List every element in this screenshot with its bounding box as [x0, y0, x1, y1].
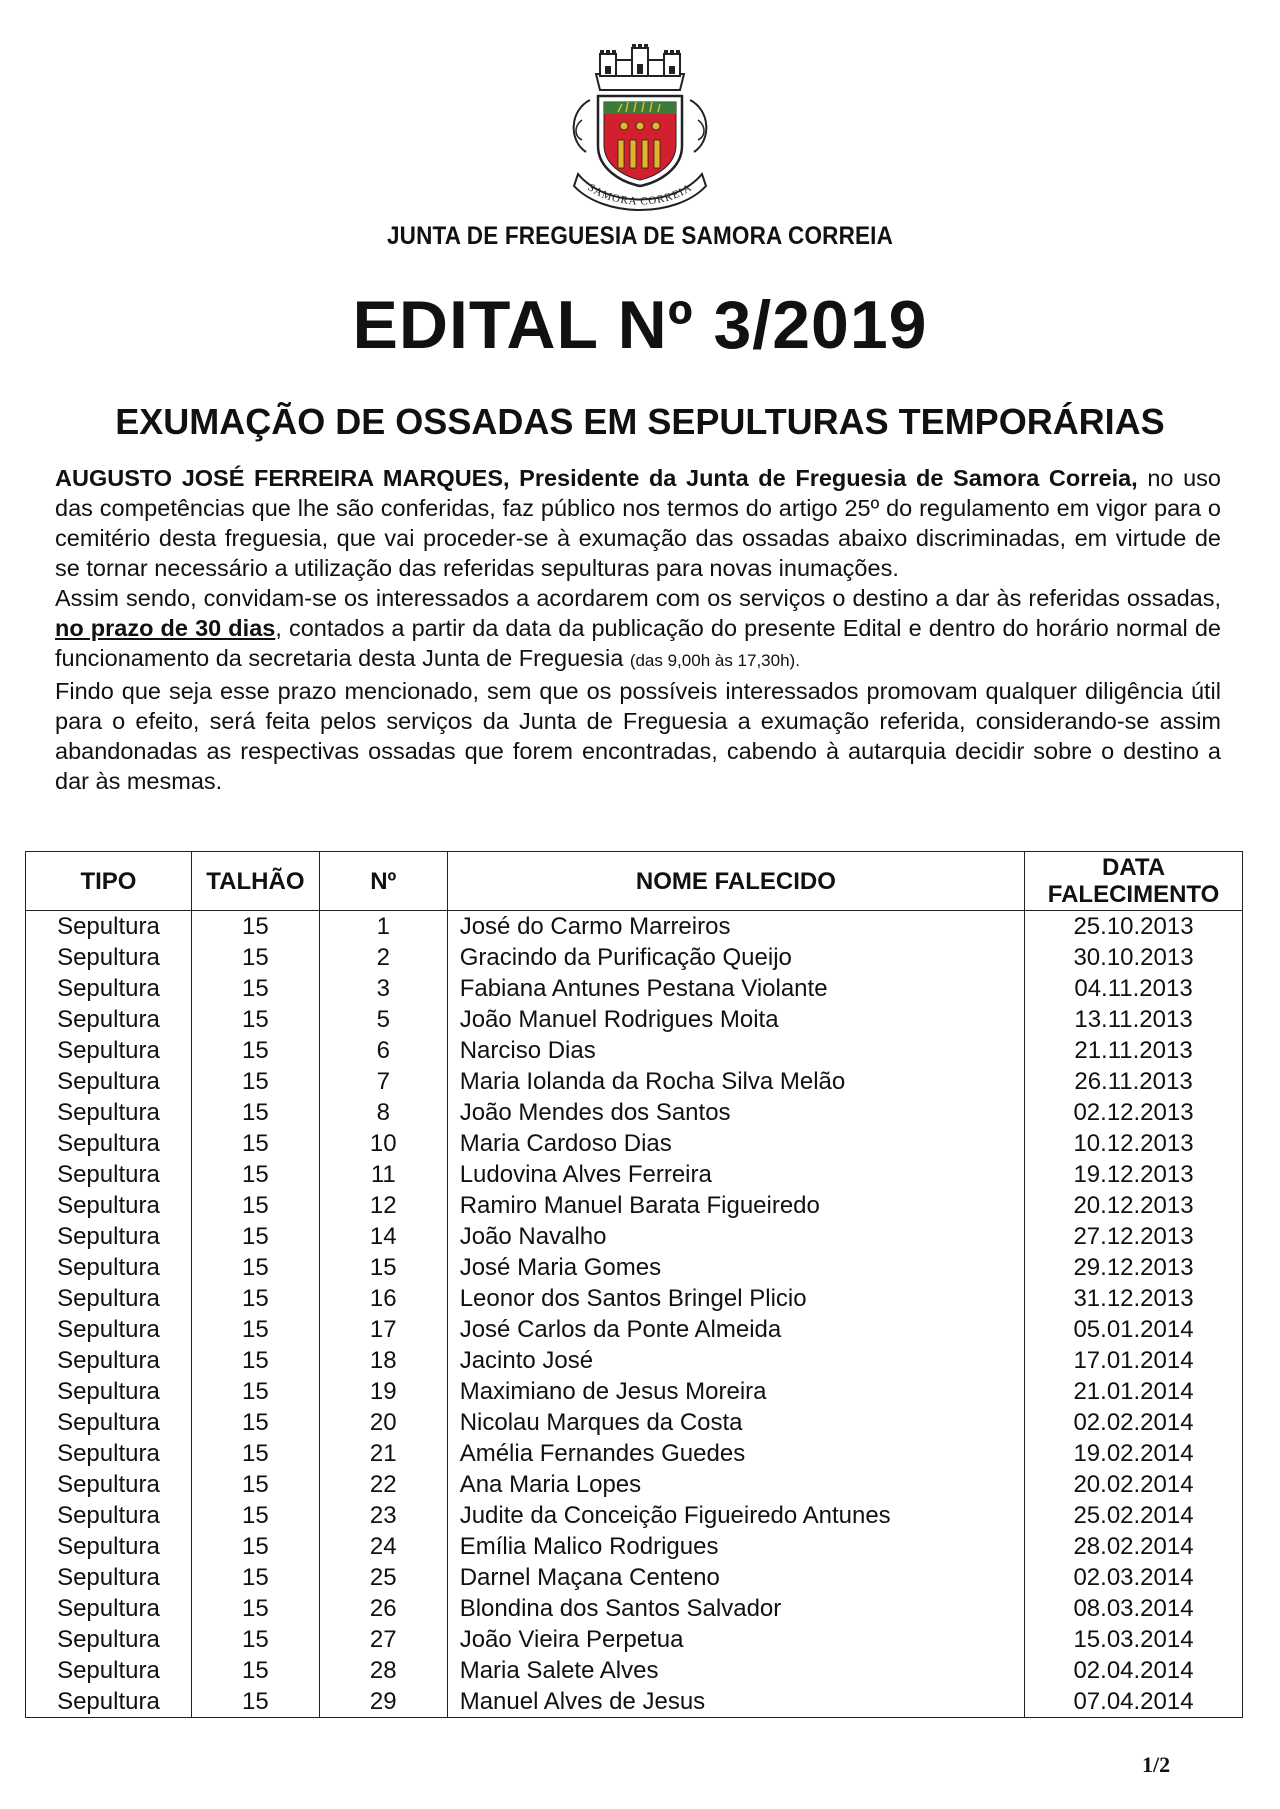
- cell-tipo: Sepultura: [26, 942, 192, 973]
- cell-tipo: Sepultura: [26, 1438, 192, 1469]
- cell-data: 02.02.2014: [1025, 1407, 1243, 1438]
- cell-talhao: 15: [191, 1686, 319, 1718]
- page-number: 1/2: [1142, 1752, 1171, 1777]
- cell-data: 05.01.2014: [1025, 1314, 1243, 1345]
- cell-numero: 5: [319, 1004, 447, 1035]
- table-row: [26, 1066, 1243, 1097]
- cell-data: 04.11.2013: [1025, 973, 1243, 1004]
- cell-nome: Blondina dos Santos Salvador: [447, 1593, 1024, 1624]
- cell-nome: Maria Salete Alves: [447, 1655, 1024, 1686]
- cell-nome: José Maria Gomes: [447, 1252, 1024, 1283]
- table-header-row: [26, 852, 1243, 911]
- cell-numero: 3: [319, 973, 447, 1004]
- cell-data: 20.12.2013: [1025, 1190, 1243, 1221]
- cell-talhao: 15: [191, 1159, 319, 1190]
- cell-nome: Gracindo da Purificação Queijo: [447, 942, 1024, 973]
- intro-text: no uso das competências que lhe são conferidas, faz público nos termos do artigo 25º do regulamento em vigor para o cemitério desta freguesia, que vai proceder-se à exumação das ossadas abaixo discriminadas, em virtude de se tornar necessário a utilização das referidas sepulturas para novas inumações.: [55, 465, 1221, 581]
- table-row: [26, 1562, 1243, 1593]
- cell-talhao: 15: [191, 1066, 319, 1097]
- cell-data: 20.02.2014: [1025, 1469, 1243, 1500]
- table-row: [26, 1376, 1243, 1407]
- table-row: [26, 942, 1243, 973]
- cell-talhao: 15: [191, 1655, 319, 1686]
- cell-tipo: Sepultura: [26, 1190, 192, 1221]
- cell-nome: Maria Cardoso Dias: [447, 1128, 1024, 1159]
- cell-data: 19.02.2014: [1025, 1438, 1243, 1469]
- cell-talhao: 15: [191, 1283, 319, 1314]
- cell-data: 02.12.2013: [1025, 1097, 1243, 1128]
- table-row: [26, 1314, 1243, 1345]
- cell-nome: João Manuel Rodrigues Moita: [447, 1004, 1024, 1035]
- cell-nome: José do Carmo Marreiros: [447, 911, 1024, 943]
- header-data: DATA FALECIMENTO: [1025, 852, 1243, 911]
- cell-talhao: 15: [191, 1035, 319, 1066]
- cell-tipo: Sepultura: [26, 1314, 192, 1345]
- cell-numero: 16: [319, 1283, 447, 1314]
- cell-tipo: Sepultura: [26, 1283, 192, 1314]
- cell-talhao: 15: [191, 1624, 319, 1655]
- cell-numero: 21: [319, 1438, 447, 1469]
- table-row: [26, 1655, 1243, 1686]
- cell-tipo: Sepultura: [26, 1035, 192, 1066]
- table-row: [26, 1097, 1243, 1128]
- cell-numero: 24: [319, 1531, 447, 1562]
- cell-nome: Darnel Maçana Centeno: [447, 1562, 1024, 1593]
- cell-data: 28.02.2014: [1025, 1531, 1243, 1562]
- cell-numero: 20: [319, 1407, 447, 1438]
- cell-data: 25.10.2013: [1025, 911, 1243, 943]
- cell-nome: Leonor dos Santos Bringel Plicio: [447, 1283, 1024, 1314]
- cell-tipo: Sepultura: [26, 1686, 192, 1718]
- cell-numero: 15: [319, 1252, 447, 1283]
- cell-nome: Judite da Conceição Figueiredo Antunes: [447, 1500, 1024, 1531]
- cell-tipo: Sepultura: [26, 1531, 192, 1562]
- cell-data: 30.10.2013: [1025, 942, 1243, 973]
- header-talhao: TALHÃO: [191, 852, 319, 911]
- header-numero: Nº: [319, 852, 447, 911]
- deadline-highlight: no prazo de 30 dias: [55, 615, 276, 641]
- cell-tipo: Sepultura: [26, 1376, 192, 1407]
- cell-nome: Maximiano de Jesus Moreira: [447, 1376, 1024, 1407]
- cell-tipo: Sepultura: [26, 1004, 192, 1035]
- cell-talhao: 15: [191, 1004, 319, 1035]
- cell-numero: 26: [319, 1593, 447, 1624]
- cell-talhao: 15: [191, 1376, 319, 1407]
- cell-tipo: Sepultura: [26, 1469, 192, 1500]
- cell-nome: João Mendes dos Santos: [447, 1097, 1024, 1128]
- cell-nome: Ana Maria Lopes: [447, 1469, 1024, 1500]
- cell-nome: Maria Iolanda da Rocha Silva Melão: [447, 1066, 1024, 1097]
- organization-name: JUNTA DE FREGUESIA DE SAMORA CORREIA: [386, 222, 894, 250]
- table-row: [26, 1004, 1243, 1035]
- cell-talhao: 15: [191, 1438, 319, 1469]
- cell-tipo: Sepultura: [26, 1128, 192, 1159]
- cell-tipo: Sepultura: [26, 1097, 192, 1128]
- cell-talhao: 15: [191, 911, 319, 943]
- cell-tipo: Sepultura: [26, 1221, 192, 1252]
- cell-talhao: 15: [191, 1531, 319, 1562]
- table-row: [26, 1407, 1243, 1438]
- cell-numero: 19: [319, 1376, 447, 1407]
- cell-numero: 11: [319, 1159, 447, 1190]
- table-row: [26, 1190, 1243, 1221]
- table-row: [26, 973, 1243, 1004]
- cell-talhao: 15: [191, 1314, 319, 1345]
- cell-data: 13.11.2013: [1025, 1004, 1243, 1035]
- cell-nome: Emília Malico Rodrigues: [447, 1531, 1024, 1562]
- cell-nome: José Carlos da Ponte Almeida: [447, 1314, 1024, 1345]
- cell-tipo: Sepultura: [26, 973, 192, 1004]
- cell-tipo: Sepultura: [26, 1593, 192, 1624]
- cell-numero: 28: [319, 1655, 447, 1686]
- edital-title: EDITAL Nº 3/2019: [352, 287, 928, 363]
- cell-talhao: 15: [191, 1128, 319, 1159]
- cell-nome: Amélia Fernandes Guedes: [447, 1438, 1024, 1469]
- paragraph-deadline: [55, 583, 1221, 676]
- cell-talhao: 15: [191, 973, 319, 1004]
- cell-numero: 25: [319, 1562, 447, 1593]
- paragraph-intro: [55, 463, 1221, 583]
- cell-numero: 18: [319, 1345, 447, 1376]
- cell-numero: 12: [319, 1190, 447, 1221]
- cell-nome: Ludovina Alves Ferreira: [447, 1159, 1024, 1190]
- cell-tipo: Sepultura: [26, 1624, 192, 1655]
- header-tipo: TIPO: [26, 852, 192, 911]
- table-row: [26, 1531, 1243, 1562]
- cell-data: 15.03.2014: [1025, 1624, 1243, 1655]
- table-row: [26, 1469, 1243, 1500]
- cell-data: 27.12.2013: [1025, 1221, 1243, 1252]
- office-hours: (das 9,00h às 17,30h).: [629, 651, 800, 670]
- cell-talhao: 15: [191, 1345, 319, 1376]
- cell-data: 10.12.2013: [1025, 1128, 1243, 1159]
- cell-tipo: Sepultura: [26, 1562, 192, 1593]
- table-row: [26, 1283, 1243, 1314]
- cell-numero: 2: [319, 942, 447, 973]
- cell-data: 17.01.2014: [1025, 1345, 1243, 1376]
- deadline-text-b: , contados a partir da data da publicação do presente Edital e dentro do horário normal de funcionamento da secretaria desta Junta de Freguesia: [55, 615, 1221, 671]
- cell-data: 02.04.2014: [1025, 1655, 1243, 1686]
- cell-data: 08.03.2014: [1025, 1593, 1243, 1624]
- table-row: [26, 1035, 1243, 1066]
- table-row: [26, 1159, 1243, 1190]
- cell-numero: 14: [319, 1221, 447, 1252]
- header-nome: NOME FALECIDO: [447, 852, 1024, 911]
- table-row: [26, 1438, 1243, 1469]
- cell-numero: 10: [319, 1128, 447, 1159]
- cell-data: 31.12.2013: [1025, 1283, 1243, 1314]
- cell-talhao: 15: [191, 1097, 319, 1128]
- edital-body: [55, 463, 1221, 796]
- cell-nome: Narciso Dias: [447, 1035, 1024, 1066]
- cell-talhao: 15: [191, 1252, 319, 1283]
- cell-numero: 17: [319, 1314, 447, 1345]
- table-row: [26, 1686, 1243, 1718]
- table-row: [26, 1128, 1243, 1159]
- cell-numero: 22: [319, 1469, 447, 1500]
- cell-tipo: Sepultura: [26, 1407, 192, 1438]
- cell-data: 26.11.2013: [1025, 1066, 1243, 1097]
- cell-talhao: 15: [191, 1221, 319, 1252]
- deadline-text-a: Assim sendo, convidam-se os interessados a acordarem com os serviços o destino a dar às referidas ossadas,: [55, 585, 1221, 611]
- cell-tipo: Sepultura: [26, 1655, 192, 1686]
- cell-tipo: Sepultura: [26, 1500, 192, 1531]
- cell-data: 21.11.2013: [1025, 1035, 1243, 1066]
- cell-data: 21.01.2014: [1025, 1376, 1243, 1407]
- president-statement: AUGUSTO JOSÉ FERREIRA MARQUES, Presidente da Junta de Freguesia de Samora Correia,: [55, 465, 1138, 491]
- cell-data: 29.12.2013: [1025, 1252, 1243, 1283]
- table-row: [26, 1593, 1243, 1624]
- cell-talhao: 15: [191, 1500, 319, 1531]
- cell-talhao: 15: [191, 1469, 319, 1500]
- coat-of-arms-icon: [556, 40, 724, 218]
- table-row: [26, 911, 1243, 943]
- cell-data: 19.12.2013: [1025, 1159, 1243, 1190]
- cell-nome: Jacinto José: [447, 1345, 1024, 1376]
- cell-talhao: 15: [191, 1190, 319, 1221]
- cell-nome: Ramiro Manuel Barata Figueiredo: [447, 1190, 1024, 1221]
- cell-tipo: Sepultura: [26, 1345, 192, 1376]
- exhumation-table: [25, 851, 1243, 1718]
- edital-subtitle: EXUMAÇÃO DE OSSADAS EM SEPULTURAS TEMPORÁRIAS: [115, 401, 1165, 442]
- cell-nome: Manuel Alves de Jesus: [447, 1686, 1024, 1718]
- cell-data: 02.03.2014: [1025, 1562, 1243, 1593]
- svg-text:SAMORA CORREIA: SAMORA CORREIA: [585, 181, 695, 208]
- table-row: [26, 1624, 1243, 1655]
- cell-numero: 6: [319, 1035, 447, 1066]
- cell-talhao: 15: [191, 1562, 319, 1593]
- table-row: [26, 1252, 1243, 1283]
- table-row: [26, 1345, 1243, 1376]
- cell-numero: 27: [319, 1624, 447, 1655]
- cell-numero: 29: [319, 1686, 447, 1718]
- cell-numero: 7: [319, 1066, 447, 1097]
- table-row: [26, 1221, 1243, 1252]
- paragraph-consequence: Findo que seja esse prazo mencionado, sem que os possíveis interessados promovam qualquer diligência útil para o efeito, será feita pelos serviços da Junta de Freguesia a exumação referida, considerando-se assim abandonadas as respectivas ossadas que forem encontradas, cabendo à autarquia decidir sobre o destino a dar às mesmas.: [55, 678, 1221, 794]
- cell-numero: 1: [319, 911, 447, 943]
- cell-numero: 23: [319, 1500, 447, 1531]
- cell-nome: Fabiana Antunes Pestana Violante: [447, 973, 1024, 1004]
- cell-talhao: 15: [191, 942, 319, 973]
- cell-talhao: 15: [191, 1593, 319, 1624]
- cell-tipo: Sepultura: [26, 1159, 192, 1190]
- cell-data: 25.02.2014: [1025, 1500, 1243, 1531]
- cell-tipo: Sepultura: [26, 911, 192, 943]
- cell-tipo: Sepultura: [26, 1066, 192, 1097]
- cell-numero: 8: [319, 1097, 447, 1128]
- cell-nome: João Vieira Perpetua: [447, 1624, 1024, 1655]
- cell-nome: João Navalho: [447, 1221, 1024, 1252]
- cell-talhao: 15: [191, 1407, 319, 1438]
- cell-nome: Nicolau Marques da Costa: [447, 1407, 1024, 1438]
- cell-data: 07.04.2014: [1025, 1686, 1243, 1718]
- table-row: [26, 1500, 1243, 1531]
- cell-tipo: Sepultura: [26, 1252, 192, 1283]
